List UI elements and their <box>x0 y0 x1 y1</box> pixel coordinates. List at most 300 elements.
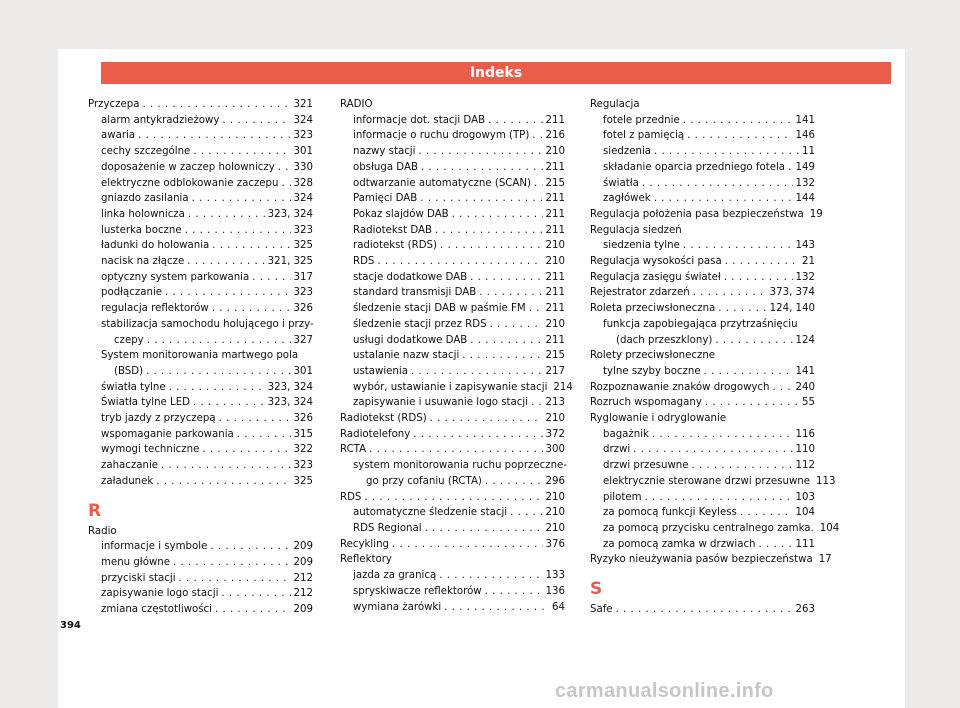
entry-term: Rozruch wspomagany <box>590 397 702 409</box>
dot-leader <box>202 442 290 458</box>
entry-term: zapisywanie i usuwanie logo stacji <box>353 397 529 409</box>
entry-term: bagażnik <box>603 428 649 440</box>
index-entry <box>590 207 823 223</box>
entry-pages: 328 <box>293 177 313 189</box>
entry-term: światła tylne <box>101 381 166 393</box>
index-entry <box>88 474 313 490</box>
entry-pages: 211 <box>545 287 565 299</box>
index-entry <box>88 411 313 427</box>
entry-term: Ryzyko nieużywania pasów bezpieczeństwa <box>590 554 813 566</box>
entry-pages: 323 <box>293 287 313 299</box>
index-entry <box>590 128 815 144</box>
index-entry <box>340 537 565 553</box>
entry-pages: 111 <box>795 538 815 550</box>
entry-term: gniazdo zasilania <box>101 193 189 205</box>
dot-leader <box>430 411 543 427</box>
index-entry <box>590 333 815 349</box>
entry-term: Radiotekst DAB <box>353 224 432 236</box>
index-entry <box>340 317 565 333</box>
entry-term: elektrycznie sterowane drzwi przesuwne <box>603 475 811 487</box>
dot-leader <box>645 490 793 506</box>
dot-leader <box>444 600 549 616</box>
dot-leader <box>470 270 542 286</box>
entry-term: RDS <box>340 491 362 503</box>
entry-term: informacje i symbole <box>101 541 208 553</box>
entry-pages: 19 <box>809 208 823 220</box>
entry-group <box>590 113 823 223</box>
entry-term: alarm antykradzieżowy <box>101 114 220 126</box>
index-entry <box>590 285 815 301</box>
entry-term: śledzenie stacji przez RDS <box>353 318 487 330</box>
entry-pages: 263 <box>795 604 815 616</box>
entry-term: radiotekst (RDS) <box>353 240 438 252</box>
index-entry <box>590 191 815 207</box>
index-entry <box>88 207 313 223</box>
dot-leader <box>425 521 543 537</box>
entry-pages: 211 <box>545 271 565 283</box>
entry-group <box>590 238 815 317</box>
entry-pages: 212 <box>293 572 313 584</box>
entry-term: Recykling <box>340 538 390 550</box>
entry-pages: 214 <box>553 381 573 393</box>
entry-pages: 209 <box>293 556 313 568</box>
entry-pages: 211 <box>545 334 565 346</box>
entry-term: informacje o ruchu drogowym (TP) <box>353 130 530 142</box>
dot-leader <box>237 427 291 443</box>
dot-leader <box>683 113 793 129</box>
index-entry <box>590 427 815 443</box>
entry-pages: 124 <box>795 334 815 346</box>
index-entry <box>340 160 565 176</box>
entry-term: Pamięci DAB <box>353 193 418 205</box>
entry-pages: 215 <box>545 350 565 362</box>
entry-term: doposażenie w zaczep holowniczy <box>101 161 275 173</box>
entry-pages: 113 <box>816 475 836 487</box>
dot-leader <box>147 333 291 349</box>
entry-term: lusterka boczne <box>101 224 182 236</box>
index-entry <box>590 113 815 129</box>
dot-leader <box>529 301 543 317</box>
entry-term: usługi dodatkowe DAB <box>353 334 468 346</box>
entry-pages: 324 <box>293 193 313 205</box>
index-page <box>58 49 905 708</box>
index-heading: Regulacja <box>590 99 640 110</box>
index-entry <box>88 333 313 349</box>
entry-pages: 216 <box>545 130 565 142</box>
index-entry <box>340 333 565 349</box>
dot-leader <box>219 411 291 427</box>
index-entry <box>88 364 313 380</box>
entry-term: jazda za granicą <box>353 570 437 582</box>
dot-leader <box>282 176 291 192</box>
index-entry <box>88 427 313 443</box>
dot-leader <box>413 427 542 443</box>
entry-term: menu główne <box>101 556 170 568</box>
dot-leader <box>479 285 542 301</box>
entry-pages: 209 <box>293 541 313 553</box>
dot-leader <box>179 571 291 587</box>
index-entry <box>340 474 565 490</box>
index-entry <box>590 301 815 317</box>
entry-term: automatyczne śledzenie stacji <box>353 507 508 519</box>
entry-term: awaria <box>101 130 136 142</box>
entry-pages: 217 <box>545 365 565 377</box>
entry-pages: 330 <box>293 161 313 173</box>
entry-pages: 144 <box>795 193 815 205</box>
dot-leader <box>138 128 290 144</box>
dot-leader <box>485 474 543 490</box>
entry-pages: 211 <box>545 161 565 173</box>
dot-leader <box>188 207 265 223</box>
entry-pages: 323 <box>293 130 313 142</box>
index-entry <box>88 160 313 176</box>
dot-leader <box>193 395 265 411</box>
dot-leader <box>212 238 290 254</box>
entry-term: Światła tylne LED <box>101 397 191 409</box>
entry-pages: 143 <box>795 240 815 252</box>
dot-leader <box>210 539 290 555</box>
entry-pages: 211 <box>545 193 565 205</box>
dot-leader <box>411 364 543 380</box>
entry-term: (BSD) <box>114 365 144 377</box>
entry-term: drzwi przesuwne <box>603 460 689 472</box>
index-entry <box>88 128 313 144</box>
dot-leader <box>705 395 799 411</box>
entry-term: podłączanie <box>101 287 163 299</box>
index-entry <box>340 254 565 270</box>
index-entry-wrap-first: system monitorowania ruchu poprzeczne- <box>353 460 567 472</box>
dot-leader <box>718 301 766 317</box>
index-entry <box>88 285 313 301</box>
dot-leader <box>439 568 542 584</box>
index-entry <box>340 380 573 396</box>
entry-term: ładunki do holowania <box>101 240 210 252</box>
entry-group <box>340 490 565 553</box>
entry-term: Regulacja zasięgu świateł <box>590 271 721 283</box>
entry-pages: 17 <box>818 554 832 566</box>
entry-term: cechy szczególne <box>101 146 191 158</box>
entry-pages: 141 <box>795 365 815 377</box>
index-entry <box>88 223 313 239</box>
entry-term: RDS <box>353 256 375 268</box>
dot-leader <box>222 113 290 129</box>
entry-group <box>590 427 840 568</box>
index-entry <box>88 254 313 270</box>
entry-term: ustalanie nazw stacji <box>353 350 460 362</box>
entry-pages: 296 <box>545 475 565 487</box>
dot-leader <box>212 301 291 317</box>
dot-leader <box>485 584 543 600</box>
entry-term: nacisk na złącze <box>101 256 185 268</box>
dot-leader <box>435 223 543 239</box>
dot-leader <box>740 505 793 521</box>
entry-pages: 324 <box>293 114 313 126</box>
dot-leader <box>683 238 793 254</box>
index-column-2 <box>340 97 573 615</box>
page-header: Indeks <box>101 62 891 84</box>
dot-leader <box>146 364 290 380</box>
dot-leader <box>715 333 792 349</box>
dot-leader <box>142 97 290 113</box>
index-heading: Ryglowanie i odryglowanie <box>590 413 727 425</box>
entry-pages: 376 <box>545 538 565 550</box>
entry-term: go przy cofaniu (RCTA) <box>366 475 482 487</box>
entry-group <box>590 364 815 411</box>
entry-pages: 209 <box>293 604 313 616</box>
index-entry <box>590 474 836 490</box>
index-entry <box>88 301 313 317</box>
entry-term: Regulacja wysokości pasa <box>590 256 722 268</box>
index-heading: Radio <box>88 525 117 537</box>
dot-leader <box>420 191 542 207</box>
entry-term: załadunek <box>101 475 154 487</box>
index-heading: Regulacja siedzeń <box>590 224 682 236</box>
index-entry <box>340 207 565 223</box>
entry-pages: 103 <box>795 491 815 503</box>
dot-leader <box>156 474 290 490</box>
index-entry <box>590 176 815 192</box>
entry-pages: 210 <box>545 491 565 503</box>
index-entry <box>340 176 565 192</box>
entry-term: światła <box>603 177 639 189</box>
entry-pages: 322 <box>293 444 313 456</box>
entry-term: zapisywanie logo stacji <box>101 588 219 600</box>
entry-pages: 110 <box>795 444 815 456</box>
entry-pages: 240 <box>795 381 815 393</box>
entry-pages: 211 <box>545 303 565 315</box>
page-number: 394 <box>60 620 81 631</box>
index-entry <box>590 270 815 286</box>
entry-term: regulacja reflektorów <box>101 303 209 315</box>
index-entry <box>88 442 313 458</box>
dot-leader <box>616 602 793 618</box>
index-entry <box>340 521 565 537</box>
entry-pages: 215 <box>545 177 565 189</box>
dot-leader <box>642 176 793 192</box>
index-entry <box>340 191 565 207</box>
dot-leader <box>490 317 543 333</box>
index-entry <box>88 238 313 254</box>
index-entry <box>88 270 313 286</box>
dot-leader <box>693 285 767 301</box>
index-column-3 <box>590 97 840 618</box>
dot-leader <box>364 490 542 506</box>
index-entry <box>340 490 565 506</box>
entry-term: informacje dot. stacji DAB <box>353 114 486 126</box>
index-entry <box>340 364 565 380</box>
entry-pages: 301 <box>293 146 313 158</box>
dot-leader <box>772 380 792 396</box>
entry-pages: 141 <box>795 114 815 126</box>
dot-leader <box>452 207 543 223</box>
entry-term: za pomocą zamka w drzwiach <box>603 538 756 550</box>
index-entry <box>340 270 565 286</box>
entry-term: wybór, ustawianie i zapisywanie stacji <box>353 381 548 393</box>
index-entry <box>340 427 565 443</box>
entry-group <box>340 113 573 458</box>
index-heading: Reflektory <box>340 554 392 566</box>
entry-pages: 325 <box>293 475 313 487</box>
dot-leader <box>369 442 542 458</box>
entry-pages: 116 <box>795 428 815 440</box>
entry-pages: 300 <box>545 444 565 456</box>
index-entry <box>590 160 815 176</box>
dot-leader <box>532 128 542 144</box>
entry-term: zmiana częstotliwości <box>101 604 212 616</box>
entry-term: przyciski stacji <box>101 572 176 584</box>
entry-term: spryskiwacze reflektorów <box>353 585 482 597</box>
entry-pages: 210 <box>545 522 565 534</box>
entry-term: optyczny system parkowania <box>101 271 250 283</box>
entry-pages: 133 <box>545 570 565 582</box>
entry-pages: 210 <box>545 256 565 268</box>
dot-leader <box>462 348 542 364</box>
index-entry <box>340 238 565 254</box>
entry-term: siedzenia tylne <box>603 240 680 252</box>
dot-leader <box>165 285 290 301</box>
entry-pages: 323, 324 <box>267 397 313 409</box>
entry-term: drzwi <box>603 444 631 456</box>
dot-leader <box>161 458 291 474</box>
entry-pages: 136 <box>545 585 565 597</box>
index-entry <box>88 571 313 587</box>
index-entry <box>88 144 313 160</box>
entry-pages: 112 <box>795 460 815 472</box>
index-entry-wrap-first: System monitorowania martwego pola <box>101 350 299 362</box>
entry-pages: 373, 374 <box>769 287 815 299</box>
index-entry <box>340 348 565 364</box>
entry-pages: 213 <box>545 397 565 409</box>
entry-pages: 210 <box>545 507 565 519</box>
index-entry <box>340 113 565 129</box>
entry-pages: 372 <box>545 428 565 440</box>
dot-leader <box>724 270 793 286</box>
index-entry <box>88 555 313 571</box>
entry-term: tylne szyby boczne <box>603 365 701 377</box>
index-entry <box>340 442 565 458</box>
entry-group <box>88 380 313 490</box>
index-entry <box>340 584 565 600</box>
entry-term: siedzenia <box>603 146 652 158</box>
index-entry <box>88 395 313 411</box>
entry-pages: 211 <box>545 208 565 220</box>
dot-leader <box>654 144 799 160</box>
dot-leader <box>392 537 543 553</box>
index-entry <box>88 113 313 129</box>
entry-term: RCTA <box>340 444 367 456</box>
dot-leader <box>192 191 291 207</box>
entry-pages: 149 <box>795 161 815 173</box>
entry-term: zahaczanie <box>101 460 159 472</box>
entry-pages: 104 <box>819 522 840 534</box>
entry-term: zagłówek <box>603 193 651 205</box>
index-entry <box>590 490 815 506</box>
entry-pages: 124, 140 <box>769 303 815 315</box>
index-entry <box>590 380 815 396</box>
entry-term: za pomocą funkcji Keyless <box>603 507 737 519</box>
entry-term: Regulacja położenia pasa bezpieczeństwa <box>590 208 804 220</box>
dot-leader <box>488 113 542 129</box>
entry-term: Rozpoznawanie znaków drogowych <box>590 381 770 393</box>
entry-pages: 210 <box>545 240 565 252</box>
entry-pages: 104 <box>795 507 815 519</box>
entry-group <box>590 602 815 618</box>
entry-term: elektryczne odblokowanie zaczepu <box>101 177 279 189</box>
entry-term: wspomaganie parkowania <box>101 428 234 440</box>
index-entry <box>88 191 313 207</box>
index-entry <box>340 128 565 144</box>
entry-group <box>88 97 313 317</box>
index-entry <box>590 552 832 568</box>
watermark-text: carmanualsonline.info <box>555 680 774 702</box>
entry-term: nazwy stacji <box>353 146 416 158</box>
section-letter-s: S <box>590 579 603 600</box>
index-entry <box>340 285 565 301</box>
index-entry <box>590 521 840 537</box>
entry-pages: 132 <box>795 271 815 283</box>
entry-term: czepy <box>114 334 144 346</box>
index-entry <box>340 411 565 427</box>
index-entry-wrap-first: funkcja zapobiegająca przytrzaśnięciu <box>603 318 798 330</box>
index-entry <box>88 380 313 396</box>
dot-leader <box>788 160 792 176</box>
dot-leader <box>418 144 542 160</box>
index-entry-wrap-first: stabilizacja samochodu holującego i przy- <box>101 318 314 330</box>
entry-term: fotele przednie <box>603 114 680 126</box>
dot-leader <box>377 254 542 270</box>
dot-leader <box>193 144 290 160</box>
entry-term: wymogi techniczne <box>101 444 200 456</box>
entry-term: Pokaz slajdów DAB <box>353 208 449 220</box>
index-entry <box>590 364 815 380</box>
entry-group <box>340 568 565 615</box>
entry-pages: 212 <box>293 588 313 600</box>
index-entry <box>590 254 815 270</box>
entry-term: (dach przeszklony) <box>616 334 713 346</box>
entry-term: ustawienia <box>353 365 408 377</box>
entry-pages: 315 <box>293 428 313 440</box>
entry-term: Roleta przeciwsłoneczna <box>590 303 716 315</box>
index-entry <box>340 568 565 584</box>
entry-pages: 301 <box>293 365 313 377</box>
entry-pages: 321 <box>293 99 313 110</box>
entry-pages: 132 <box>795 177 815 189</box>
entry-pages: 321, 325 <box>267 256 313 268</box>
entry-pages: 64 <box>552 601 565 613</box>
index-entry <box>340 144 565 160</box>
index-entry <box>340 301 565 317</box>
index-entry <box>88 458 313 474</box>
dot-leader <box>531 395 542 411</box>
entry-pages: 327 <box>293 334 313 346</box>
dot-leader <box>725 254 799 270</box>
entry-term: pilotem <box>603 491 642 503</box>
entry-term: linka holownicza <box>101 208 185 220</box>
entry-term: tryb jazdy z przyczepą <box>101 413 216 425</box>
dot-leader <box>470 333 542 349</box>
entry-pages: 55 <box>802 397 815 409</box>
dot-leader <box>440 238 543 254</box>
entry-term: standard transmisji DAB <box>353 287 477 299</box>
dot-leader <box>169 380 265 396</box>
entry-term: składanie oparcia przedniego fotela <box>603 161 786 173</box>
entry-term: Rejestrator zdarzeń <box>590 287 690 299</box>
entry-pages: 326 <box>293 413 313 425</box>
entry-term: Radiotelefony <box>340 428 411 440</box>
index-entry <box>340 223 565 239</box>
entry-term: za pomocą przycisku centralnego zamka. <box>603 522 814 534</box>
index-entry <box>88 176 313 192</box>
